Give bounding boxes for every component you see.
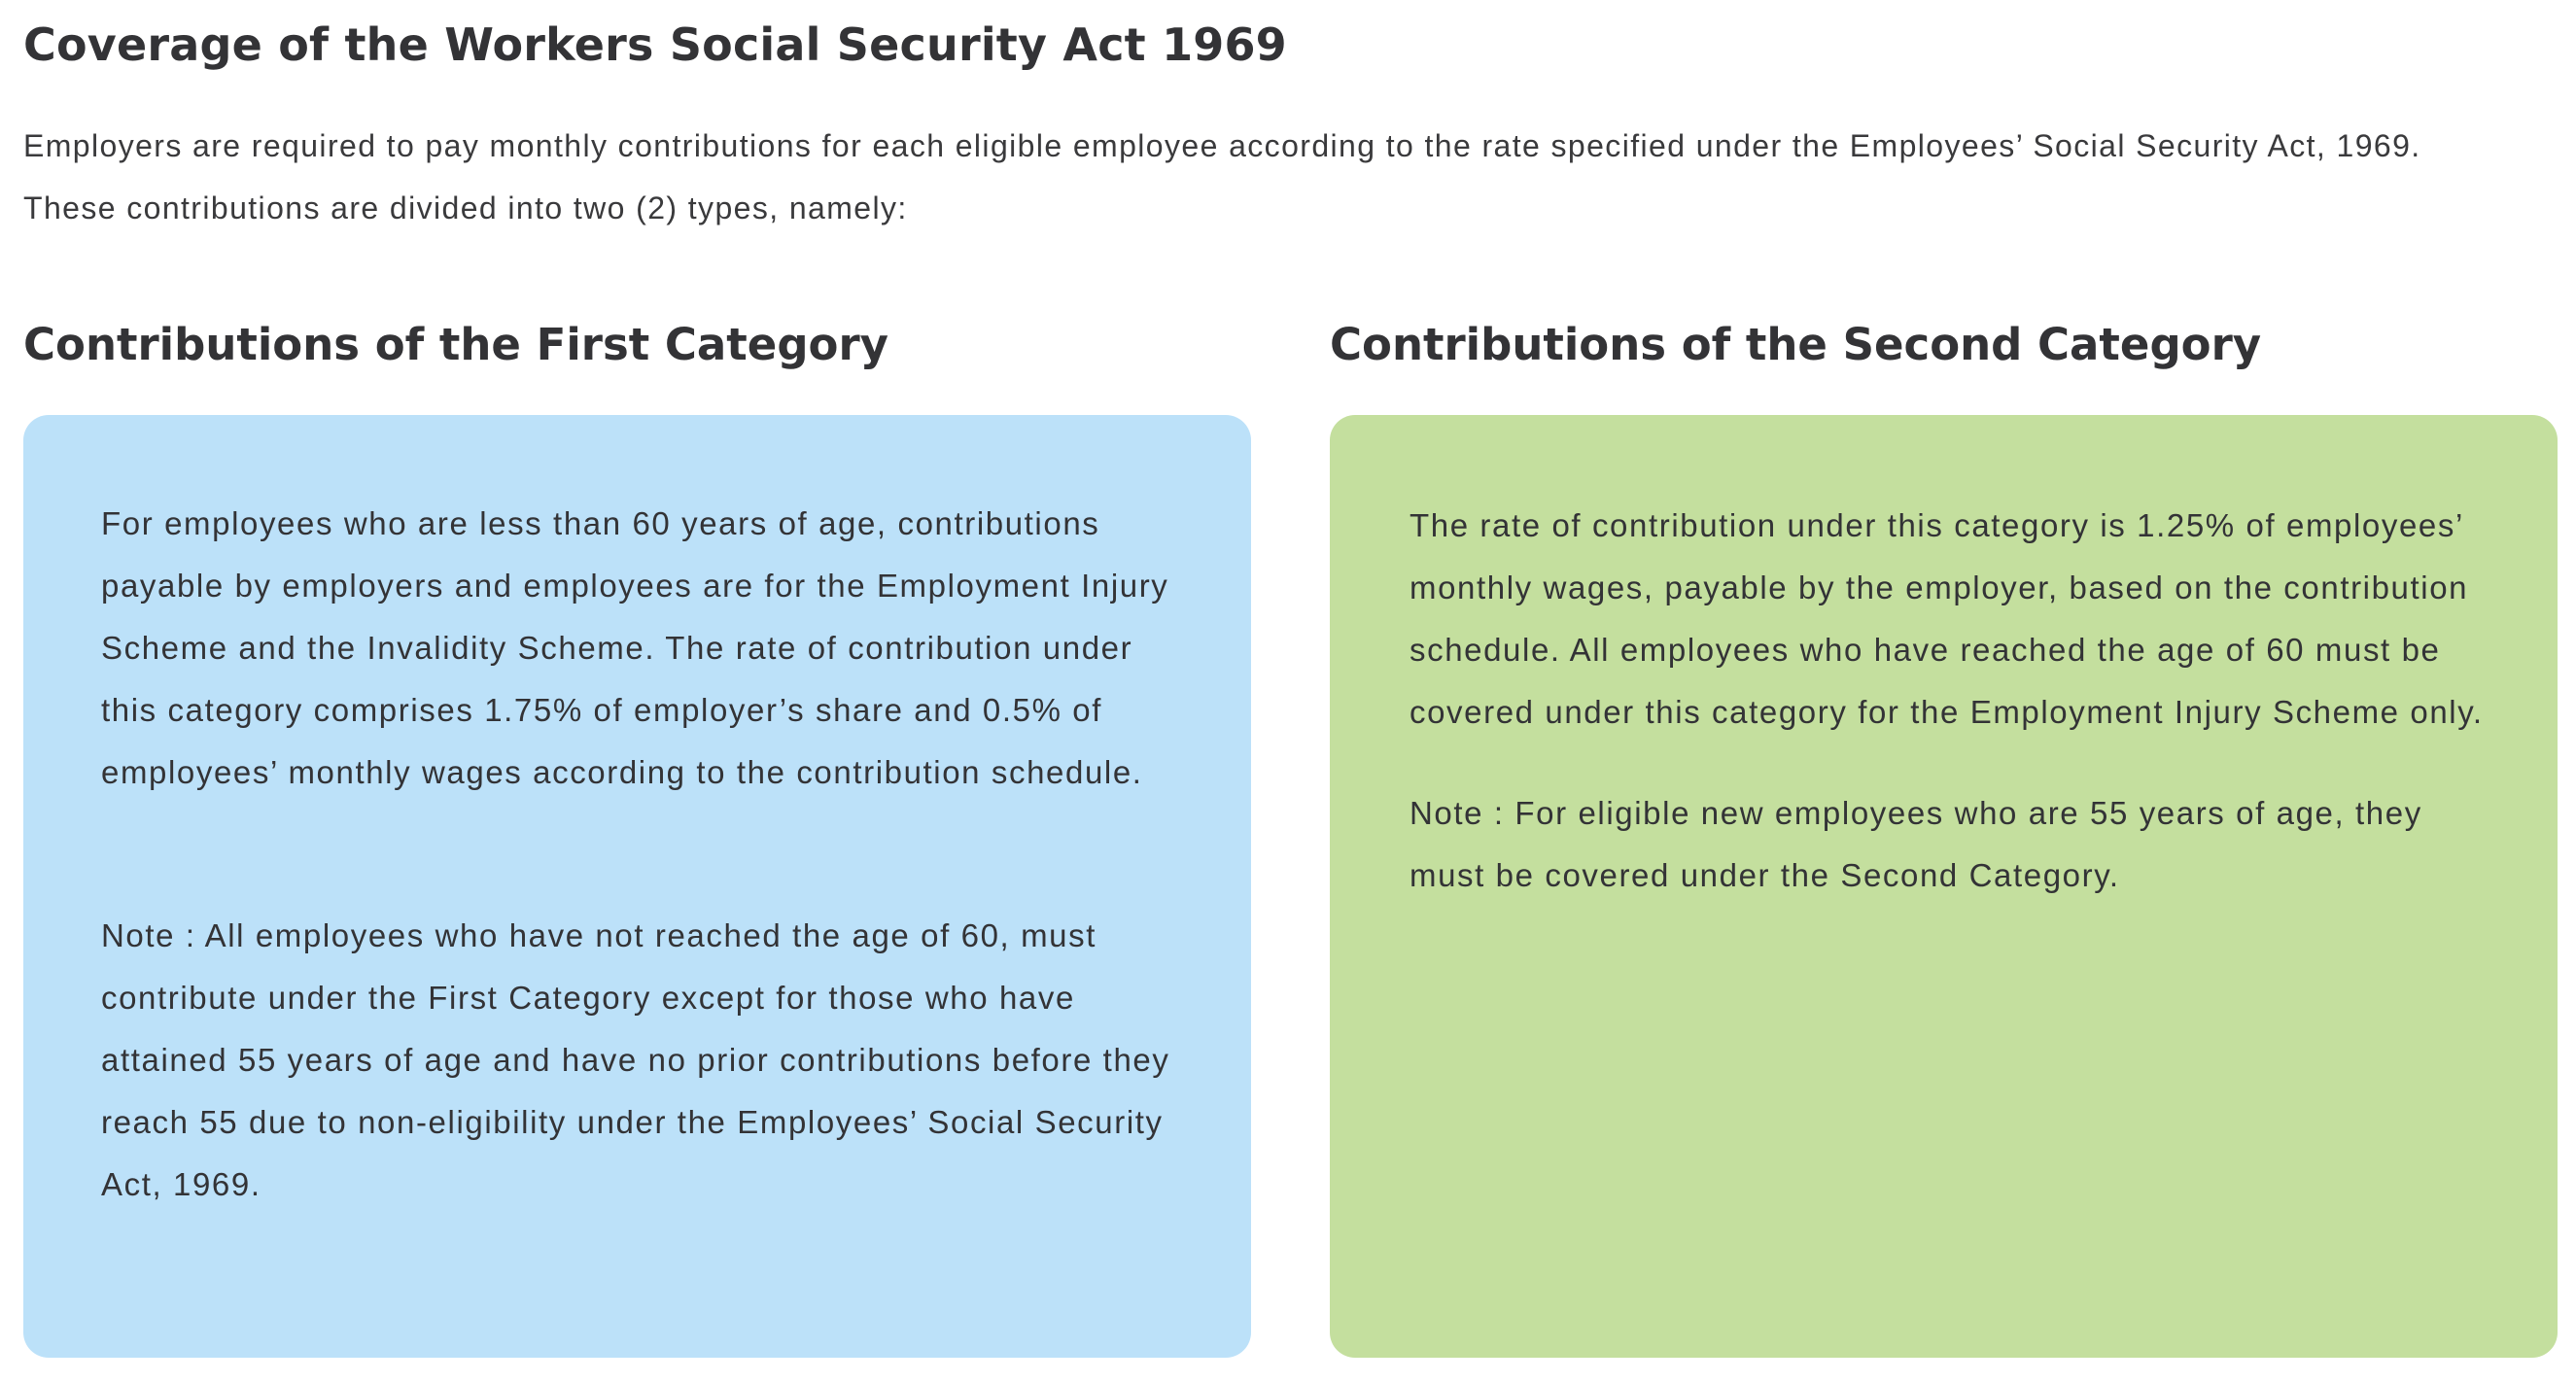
- intro-line-1: Employers are required to pay monthly contributions for each eligible employee according to the rate specified under the Employees’ Social Security Act, 1969.: [23, 128, 2421, 163]
- page-content: [23, 0, 2562, 1382]
- second-category-note: Note : For eligible new employees who are 55 years of age, they must be covered under the Second Category.: [1410, 795, 2422, 893]
- first-category-body: For employees who are less than 60 years of age, contributions payable by employers and employees are for the Employment Injury Scheme and the Invalidity Scheme. The rate of contribution under this category comprises 1.75% of employer’s share and 0.5% of employees’ monthly wages according to the contribution schedule.: [101, 505, 1169, 790]
- intro-line-2: These contributions are divided into two (2) types, namely:: [23, 190, 908, 225]
- page-title: Coverage of the Workers Social Security Act 1969: [23, 18, 1287, 71]
- intro-paragraph: [23, 115, 2562, 239]
- first-category-card: [23, 415, 1251, 1358]
- second-category-body: The rate of contribution under this category is 1.25% of employees’ monthly wages, payable by the employer, based on the contribution schedule. All employees who have reached the age of 60 must be covered under this category for the Employment Injury Scheme only.: [1410, 507, 2484, 730]
- second-category-card: [1330, 415, 2558, 1358]
- first-category-heading: Contributions of the First Category: [23, 319, 888, 370]
- second-category-heading: Contributions of the Second Category: [1330, 319, 2262, 370]
- first-category-note: Note : All employees who have not reached the age of 60, must contribute under the First Category except for those who have attained 55 years of age and have no prior contributions before they reach 55 due to non-eligibility under the Employees’ Social Security Act, 1969.: [101, 917, 1170, 1202]
